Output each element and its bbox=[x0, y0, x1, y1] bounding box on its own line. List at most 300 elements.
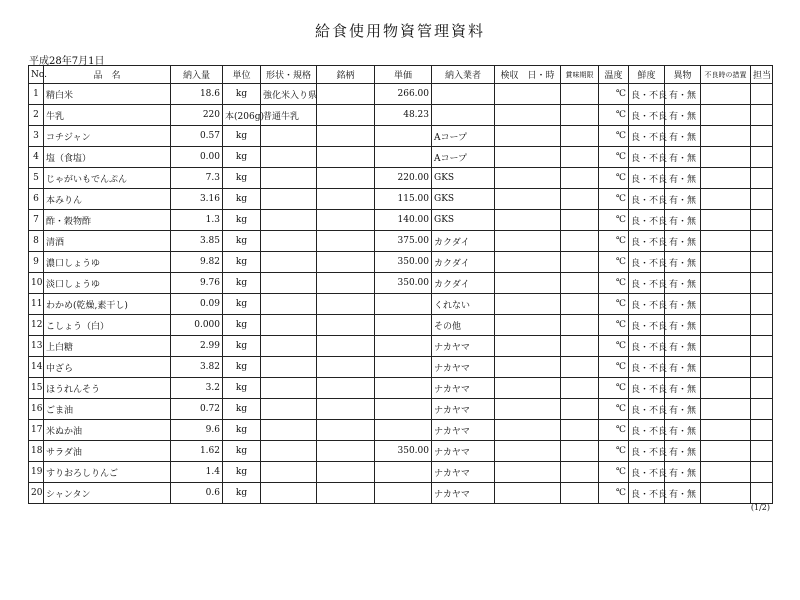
cell-freshness: 良・不良 bbox=[629, 399, 665, 420]
cell-temperature: ℃ bbox=[599, 252, 629, 273]
header-defect-action: 不良時の措置 bbox=[701, 66, 751, 84]
table-row bbox=[29, 336, 773, 357]
cell-freshness: 良・不良 bbox=[629, 462, 665, 483]
page-number: (1/2) bbox=[750, 503, 770, 512]
cell-form bbox=[261, 168, 317, 189]
cell-brand bbox=[317, 189, 375, 210]
cell-form bbox=[261, 189, 317, 210]
cell-no: 18 bbox=[29, 441, 44, 462]
cell-price bbox=[375, 483, 432, 504]
cell-quantity: 0.6 bbox=[171, 483, 223, 504]
cell-supplier: ナカヤマ bbox=[432, 483, 495, 504]
table-row bbox=[29, 126, 773, 147]
document-date: 平成28年7月1日 bbox=[29, 56, 105, 67]
cell-person bbox=[751, 189, 773, 210]
cell-no: 3 bbox=[29, 126, 44, 147]
cell-no: 4 bbox=[29, 147, 44, 168]
cell-form bbox=[261, 147, 317, 168]
cell-quantity: 0.00 bbox=[171, 147, 223, 168]
cell-supplier: ナカヤマ bbox=[432, 336, 495, 357]
cell-foreign-matter: 有・無 bbox=[665, 105, 701, 126]
cell-defect-action bbox=[701, 357, 751, 378]
cell-price bbox=[375, 378, 432, 399]
cell-foreign-matter: 有・無 bbox=[665, 378, 701, 399]
cell-inspection bbox=[495, 483, 561, 504]
cell-form bbox=[261, 357, 317, 378]
cell-temperature: ℃ bbox=[599, 210, 629, 231]
cell-item-name: 精白米 bbox=[44, 84, 171, 105]
cell-defect-action bbox=[701, 441, 751, 462]
cell-unit: kg bbox=[223, 273, 261, 294]
cell-foreign-matter: 有・無 bbox=[665, 441, 701, 462]
cell-person bbox=[751, 231, 773, 252]
cell-quantity: 0.09 bbox=[171, 294, 223, 315]
cell-unit: kg bbox=[223, 189, 261, 210]
cell-temperature: ℃ bbox=[599, 336, 629, 357]
cell-defect-action bbox=[701, 126, 751, 147]
cell-unit: 本(206g) bbox=[223, 105, 261, 126]
cell-defect-action bbox=[701, 336, 751, 357]
cell-defect-action bbox=[701, 84, 751, 105]
cell-freshness: 良・不良 bbox=[629, 315, 665, 336]
cell-brand bbox=[317, 336, 375, 357]
cell-supplier: GKS bbox=[432, 210, 495, 231]
cell-foreign-matter: 有・無 bbox=[665, 189, 701, 210]
cell-freshness: 良・不良 bbox=[629, 483, 665, 504]
cell-form bbox=[261, 462, 317, 483]
cell-quantity: 9.82 bbox=[171, 252, 223, 273]
cell-price bbox=[375, 126, 432, 147]
table-row bbox=[29, 294, 773, 315]
header-price: 単価 bbox=[375, 66, 432, 84]
cell-form bbox=[261, 315, 317, 336]
cell-brand bbox=[317, 357, 375, 378]
cell-no: 14 bbox=[29, 357, 44, 378]
cell-quantity: 18.6 bbox=[171, 84, 223, 105]
cell-inspection bbox=[495, 231, 561, 252]
cell-expiry bbox=[561, 84, 599, 105]
table-row bbox=[29, 105, 773, 126]
cell-brand bbox=[317, 231, 375, 252]
cell-no: 10 bbox=[29, 273, 44, 294]
header-inspection: 検収 日・時 bbox=[495, 66, 561, 84]
cell-item-name: ごま油 bbox=[44, 399, 171, 420]
cell-price: 115.00 bbox=[375, 189, 432, 210]
cell-person bbox=[751, 210, 773, 231]
cell-brand bbox=[317, 420, 375, 441]
cell-foreign-matter: 有・無 bbox=[665, 210, 701, 231]
cell-foreign-matter: 有・無 bbox=[665, 462, 701, 483]
cell-supplier: ナカヤマ bbox=[432, 399, 495, 420]
cell-inspection bbox=[495, 336, 561, 357]
cell-quantity: 220 bbox=[171, 105, 223, 126]
cell-price bbox=[375, 336, 432, 357]
cell-no: 15 bbox=[29, 378, 44, 399]
cell-quantity: 1.4 bbox=[171, 462, 223, 483]
cell-inspection bbox=[495, 84, 561, 105]
cell-person bbox=[751, 294, 773, 315]
cell-expiry bbox=[561, 378, 599, 399]
cell-foreign-matter: 有・無 bbox=[665, 357, 701, 378]
cell-temperature: ℃ bbox=[599, 84, 629, 105]
cell-price bbox=[375, 294, 432, 315]
cell-person bbox=[751, 420, 773, 441]
cell-unit: kg bbox=[223, 147, 261, 168]
cell-person bbox=[751, 168, 773, 189]
cell-brand bbox=[317, 273, 375, 294]
cell-price: 48.23 bbox=[375, 105, 432, 126]
cell-unit: kg bbox=[223, 357, 261, 378]
cell-person bbox=[751, 462, 773, 483]
cell-supplier: ナカヤマ bbox=[432, 441, 495, 462]
cell-defect-action bbox=[701, 168, 751, 189]
cell-person bbox=[751, 105, 773, 126]
cell-form bbox=[261, 378, 317, 399]
cell-foreign-matter: 有・無 bbox=[665, 336, 701, 357]
cell-foreign-matter: 有・無 bbox=[665, 126, 701, 147]
cell-quantity: 2.99 bbox=[171, 336, 223, 357]
cell-item-name: サラダ油 bbox=[44, 441, 171, 462]
cell-expiry bbox=[561, 399, 599, 420]
cell-price: 140.00 bbox=[375, 210, 432, 231]
cell-inspection bbox=[495, 399, 561, 420]
header-person: 担当 bbox=[751, 66, 773, 84]
cell-supplier: ナカヤマ bbox=[432, 420, 495, 441]
cell-supplier: カクダイ bbox=[432, 252, 495, 273]
cell-foreign-matter: 有・無 bbox=[665, 252, 701, 273]
cell-temperature: ℃ bbox=[599, 147, 629, 168]
cell-quantity: 7.3 bbox=[171, 168, 223, 189]
cell-expiry bbox=[561, 168, 599, 189]
cell-expiry bbox=[561, 462, 599, 483]
cell-brand bbox=[317, 441, 375, 462]
header-temperature: 温度 bbox=[599, 66, 629, 84]
cell-inspection bbox=[495, 462, 561, 483]
supply-management-table bbox=[28, 65, 773, 504]
cell-quantity: 3.2 bbox=[171, 378, 223, 399]
cell-price bbox=[375, 399, 432, 420]
cell-no: 6 bbox=[29, 189, 44, 210]
table-row bbox=[29, 420, 773, 441]
cell-unit: kg bbox=[223, 315, 261, 336]
cell-inspection bbox=[495, 294, 561, 315]
cell-brand bbox=[317, 252, 375, 273]
cell-defect-action bbox=[701, 147, 751, 168]
cell-temperature: ℃ bbox=[599, 420, 629, 441]
cell-item-name: 牛乳 bbox=[44, 105, 171, 126]
cell-brand bbox=[317, 462, 375, 483]
cell-form bbox=[261, 210, 317, 231]
cell-temperature: ℃ bbox=[599, 462, 629, 483]
cell-brand bbox=[317, 210, 375, 231]
cell-temperature: ℃ bbox=[599, 168, 629, 189]
cell-item-name: じゃがいもでんぷん bbox=[44, 168, 171, 189]
cell-quantity: 9.6 bbox=[171, 420, 223, 441]
table-row bbox=[29, 483, 773, 504]
cell-unit: kg bbox=[223, 441, 261, 462]
cell-form bbox=[261, 336, 317, 357]
cell-brand bbox=[317, 84, 375, 105]
cell-form bbox=[261, 252, 317, 273]
cell-no: 19 bbox=[29, 462, 44, 483]
cell-quantity: 0.72 bbox=[171, 399, 223, 420]
cell-quantity: 9.76 bbox=[171, 273, 223, 294]
cell-no: 13 bbox=[29, 336, 44, 357]
cell-no: 7 bbox=[29, 210, 44, 231]
cell-freshness: 良・不良 bbox=[629, 252, 665, 273]
cell-temperature: ℃ bbox=[599, 189, 629, 210]
cell-price: 350.00 bbox=[375, 441, 432, 462]
cell-temperature: ℃ bbox=[599, 441, 629, 462]
cell-freshness: 良・不良 bbox=[629, 441, 665, 462]
cell-defect-action bbox=[701, 483, 751, 504]
cell-brand bbox=[317, 315, 375, 336]
cell-expiry bbox=[561, 252, 599, 273]
cell-person bbox=[751, 147, 773, 168]
cell-item-name: コチジャン bbox=[44, 126, 171, 147]
cell-quantity: 3.85 bbox=[171, 231, 223, 252]
cell-freshness: 良・不良 bbox=[629, 126, 665, 147]
cell-inspection bbox=[495, 420, 561, 441]
cell-item-name: 上白糖 bbox=[44, 336, 171, 357]
cell-price: 350.00 bbox=[375, 273, 432, 294]
cell-foreign-matter: 有・無 bbox=[665, 84, 701, 105]
header-supplier: 納入業者 bbox=[432, 66, 495, 84]
cell-expiry bbox=[561, 210, 599, 231]
cell-supplier: Aコープ bbox=[432, 126, 495, 147]
cell-person bbox=[751, 336, 773, 357]
table-row bbox=[29, 315, 773, 336]
cell-foreign-matter: 有・無 bbox=[665, 294, 701, 315]
cell-form bbox=[261, 273, 317, 294]
cell-item-name: 濃口しょうゆ bbox=[44, 252, 171, 273]
cell-foreign-matter: 有・無 bbox=[665, 315, 701, 336]
cell-unit: kg bbox=[223, 420, 261, 441]
cell-defect-action bbox=[701, 252, 751, 273]
cell-no: 12 bbox=[29, 315, 44, 336]
cell-form bbox=[261, 483, 317, 504]
cell-supplier: カクダイ bbox=[432, 231, 495, 252]
cell-item-name: ほうれんそう bbox=[44, 378, 171, 399]
cell-brand bbox=[317, 126, 375, 147]
header-item-name: 品 名 bbox=[44, 66, 171, 84]
cell-quantity: 3.82 bbox=[171, 357, 223, 378]
cell-inspection bbox=[495, 189, 561, 210]
cell-foreign-matter: 有・無 bbox=[665, 399, 701, 420]
cell-price: 220.00 bbox=[375, 168, 432, 189]
cell-form bbox=[261, 399, 317, 420]
cell-freshness: 良・不良 bbox=[629, 273, 665, 294]
cell-person bbox=[751, 84, 773, 105]
cell-supplier: GKS bbox=[432, 168, 495, 189]
cell-item-name: 淡口しょうゆ bbox=[44, 273, 171, 294]
cell-person bbox=[751, 378, 773, 399]
cell-defect-action bbox=[701, 273, 751, 294]
table-row bbox=[29, 147, 773, 168]
cell-expiry bbox=[561, 315, 599, 336]
cell-unit: kg bbox=[223, 336, 261, 357]
cell-form bbox=[261, 231, 317, 252]
cell-freshness: 良・不良 bbox=[629, 294, 665, 315]
cell-person bbox=[751, 315, 773, 336]
cell-brand bbox=[317, 294, 375, 315]
table-row bbox=[29, 252, 773, 273]
cell-temperature: ℃ bbox=[599, 231, 629, 252]
cell-person bbox=[751, 441, 773, 462]
cell-expiry bbox=[561, 231, 599, 252]
header-foreign-matter: 異物 bbox=[665, 66, 701, 84]
cell-freshness: 良・不良 bbox=[629, 357, 665, 378]
table-row bbox=[29, 168, 773, 189]
cell-inspection bbox=[495, 147, 561, 168]
cell-price: 375.00 bbox=[375, 231, 432, 252]
header-brand: 銘柄 bbox=[317, 66, 375, 84]
table-row bbox=[29, 189, 773, 210]
cell-unit: kg bbox=[223, 210, 261, 231]
cell-supplier: その他 bbox=[432, 315, 495, 336]
cell-unit: kg bbox=[223, 378, 261, 399]
header-row bbox=[29, 66, 773, 84]
header-no: No. bbox=[29, 66, 44, 84]
cell-freshness: 良・不良 bbox=[629, 189, 665, 210]
cell-unit: kg bbox=[223, 126, 261, 147]
cell-item-name: シャンタン bbox=[44, 483, 171, 504]
cell-brand bbox=[317, 147, 375, 168]
cell-price bbox=[375, 315, 432, 336]
cell-temperature: ℃ bbox=[599, 399, 629, 420]
cell-defect-action bbox=[701, 210, 751, 231]
cell-expiry bbox=[561, 294, 599, 315]
table-row bbox=[29, 462, 773, 483]
cell-brand bbox=[317, 399, 375, 420]
cell-no: 8 bbox=[29, 231, 44, 252]
cell-form bbox=[261, 126, 317, 147]
cell-price: 266.00 bbox=[375, 84, 432, 105]
cell-brand bbox=[317, 483, 375, 504]
cell-supplier: ナカヤマ bbox=[432, 462, 495, 483]
cell-unit: kg bbox=[223, 294, 261, 315]
table-row bbox=[29, 210, 773, 231]
cell-unit: kg bbox=[223, 462, 261, 483]
cell-expiry bbox=[561, 420, 599, 441]
cell-temperature: ℃ bbox=[599, 294, 629, 315]
cell-freshness: 良・不良 bbox=[629, 378, 665, 399]
cell-supplier: ナカヤマ bbox=[432, 378, 495, 399]
cell-expiry bbox=[561, 483, 599, 504]
cell-inspection bbox=[495, 441, 561, 462]
cell-price bbox=[375, 420, 432, 441]
cell-temperature: ℃ bbox=[599, 273, 629, 294]
cell-person bbox=[751, 483, 773, 504]
cell-foreign-matter: 有・無 bbox=[665, 273, 701, 294]
cell-price bbox=[375, 357, 432, 378]
cell-form bbox=[261, 294, 317, 315]
cell-person bbox=[751, 252, 773, 273]
cell-item-name: こしょう（白） bbox=[44, 315, 171, 336]
cell-unit: kg bbox=[223, 252, 261, 273]
cell-defect-action bbox=[701, 189, 751, 210]
table-row bbox=[29, 84, 773, 105]
cell-quantity: 1.62 bbox=[171, 441, 223, 462]
cell-item-name: 清酒 bbox=[44, 231, 171, 252]
cell-no: 2 bbox=[29, 105, 44, 126]
cell-unit: kg bbox=[223, 399, 261, 420]
cell-expiry bbox=[561, 336, 599, 357]
cell-foreign-matter: 有・無 bbox=[665, 231, 701, 252]
cell-no: 9 bbox=[29, 252, 44, 273]
cell-form: 普通牛乳 bbox=[261, 105, 317, 126]
cell-expiry bbox=[561, 189, 599, 210]
cell-item-name: 酢・穀物酢 bbox=[44, 210, 171, 231]
cell-inspection bbox=[495, 357, 561, 378]
cell-price bbox=[375, 462, 432, 483]
cell-inspection bbox=[495, 252, 561, 273]
cell-freshness: 良・不良 bbox=[629, 336, 665, 357]
cell-freshness: 良・不良 bbox=[629, 420, 665, 441]
cell-temperature: ℃ bbox=[599, 483, 629, 504]
cell-price: 350.00 bbox=[375, 252, 432, 273]
cell-quantity: 0.000 bbox=[171, 315, 223, 336]
cell-item-name: 本みりん bbox=[44, 189, 171, 210]
cell-no: 11 bbox=[29, 294, 44, 315]
header-form: 形状・規格 bbox=[261, 66, 317, 84]
cell-unit: kg bbox=[223, 168, 261, 189]
cell-supplier: くれない bbox=[432, 294, 495, 315]
cell-inspection bbox=[495, 273, 561, 294]
cell-expiry bbox=[561, 147, 599, 168]
cell-item-name: わかめ(乾燥,素干し) bbox=[44, 294, 171, 315]
cell-expiry bbox=[561, 441, 599, 462]
cell-expiry bbox=[561, 357, 599, 378]
cell-inspection bbox=[495, 168, 561, 189]
cell-inspection bbox=[495, 210, 561, 231]
cell-inspection bbox=[495, 105, 561, 126]
cell-brand bbox=[317, 105, 375, 126]
cell-no: 17 bbox=[29, 420, 44, 441]
cell-quantity: 0.57 bbox=[171, 126, 223, 147]
cell-item-name: 米ぬか油 bbox=[44, 420, 171, 441]
table-row bbox=[29, 378, 773, 399]
cell-defect-action bbox=[701, 378, 751, 399]
cell-brand bbox=[317, 378, 375, 399]
cell-freshness: 良・不良 bbox=[629, 84, 665, 105]
cell-foreign-matter: 有・無 bbox=[665, 420, 701, 441]
header-expiry: 賞味期限 bbox=[561, 66, 599, 84]
cell-inspection bbox=[495, 315, 561, 336]
cell-form: 強化米入り県 bbox=[261, 84, 317, 105]
cell-unit: kg bbox=[223, 231, 261, 252]
cell-person bbox=[751, 357, 773, 378]
cell-defect-action bbox=[701, 315, 751, 336]
table-row bbox=[29, 231, 773, 252]
cell-supplier: Aコープ bbox=[432, 147, 495, 168]
cell-no: 5 bbox=[29, 168, 44, 189]
table-row bbox=[29, 441, 773, 462]
cell-defect-action bbox=[701, 462, 751, 483]
cell-freshness: 良・不良 bbox=[629, 210, 665, 231]
cell-defect-action bbox=[701, 399, 751, 420]
cell-supplier: GKS bbox=[432, 189, 495, 210]
cell-foreign-matter: 有・無 bbox=[665, 483, 701, 504]
cell-foreign-matter: 有・無 bbox=[665, 147, 701, 168]
table-row bbox=[29, 357, 773, 378]
cell-expiry bbox=[561, 273, 599, 294]
cell-inspection bbox=[495, 126, 561, 147]
cell-freshness: 良・不良 bbox=[629, 168, 665, 189]
table-row bbox=[29, 399, 773, 420]
cell-temperature: ℃ bbox=[599, 105, 629, 126]
table-row bbox=[29, 273, 773, 294]
